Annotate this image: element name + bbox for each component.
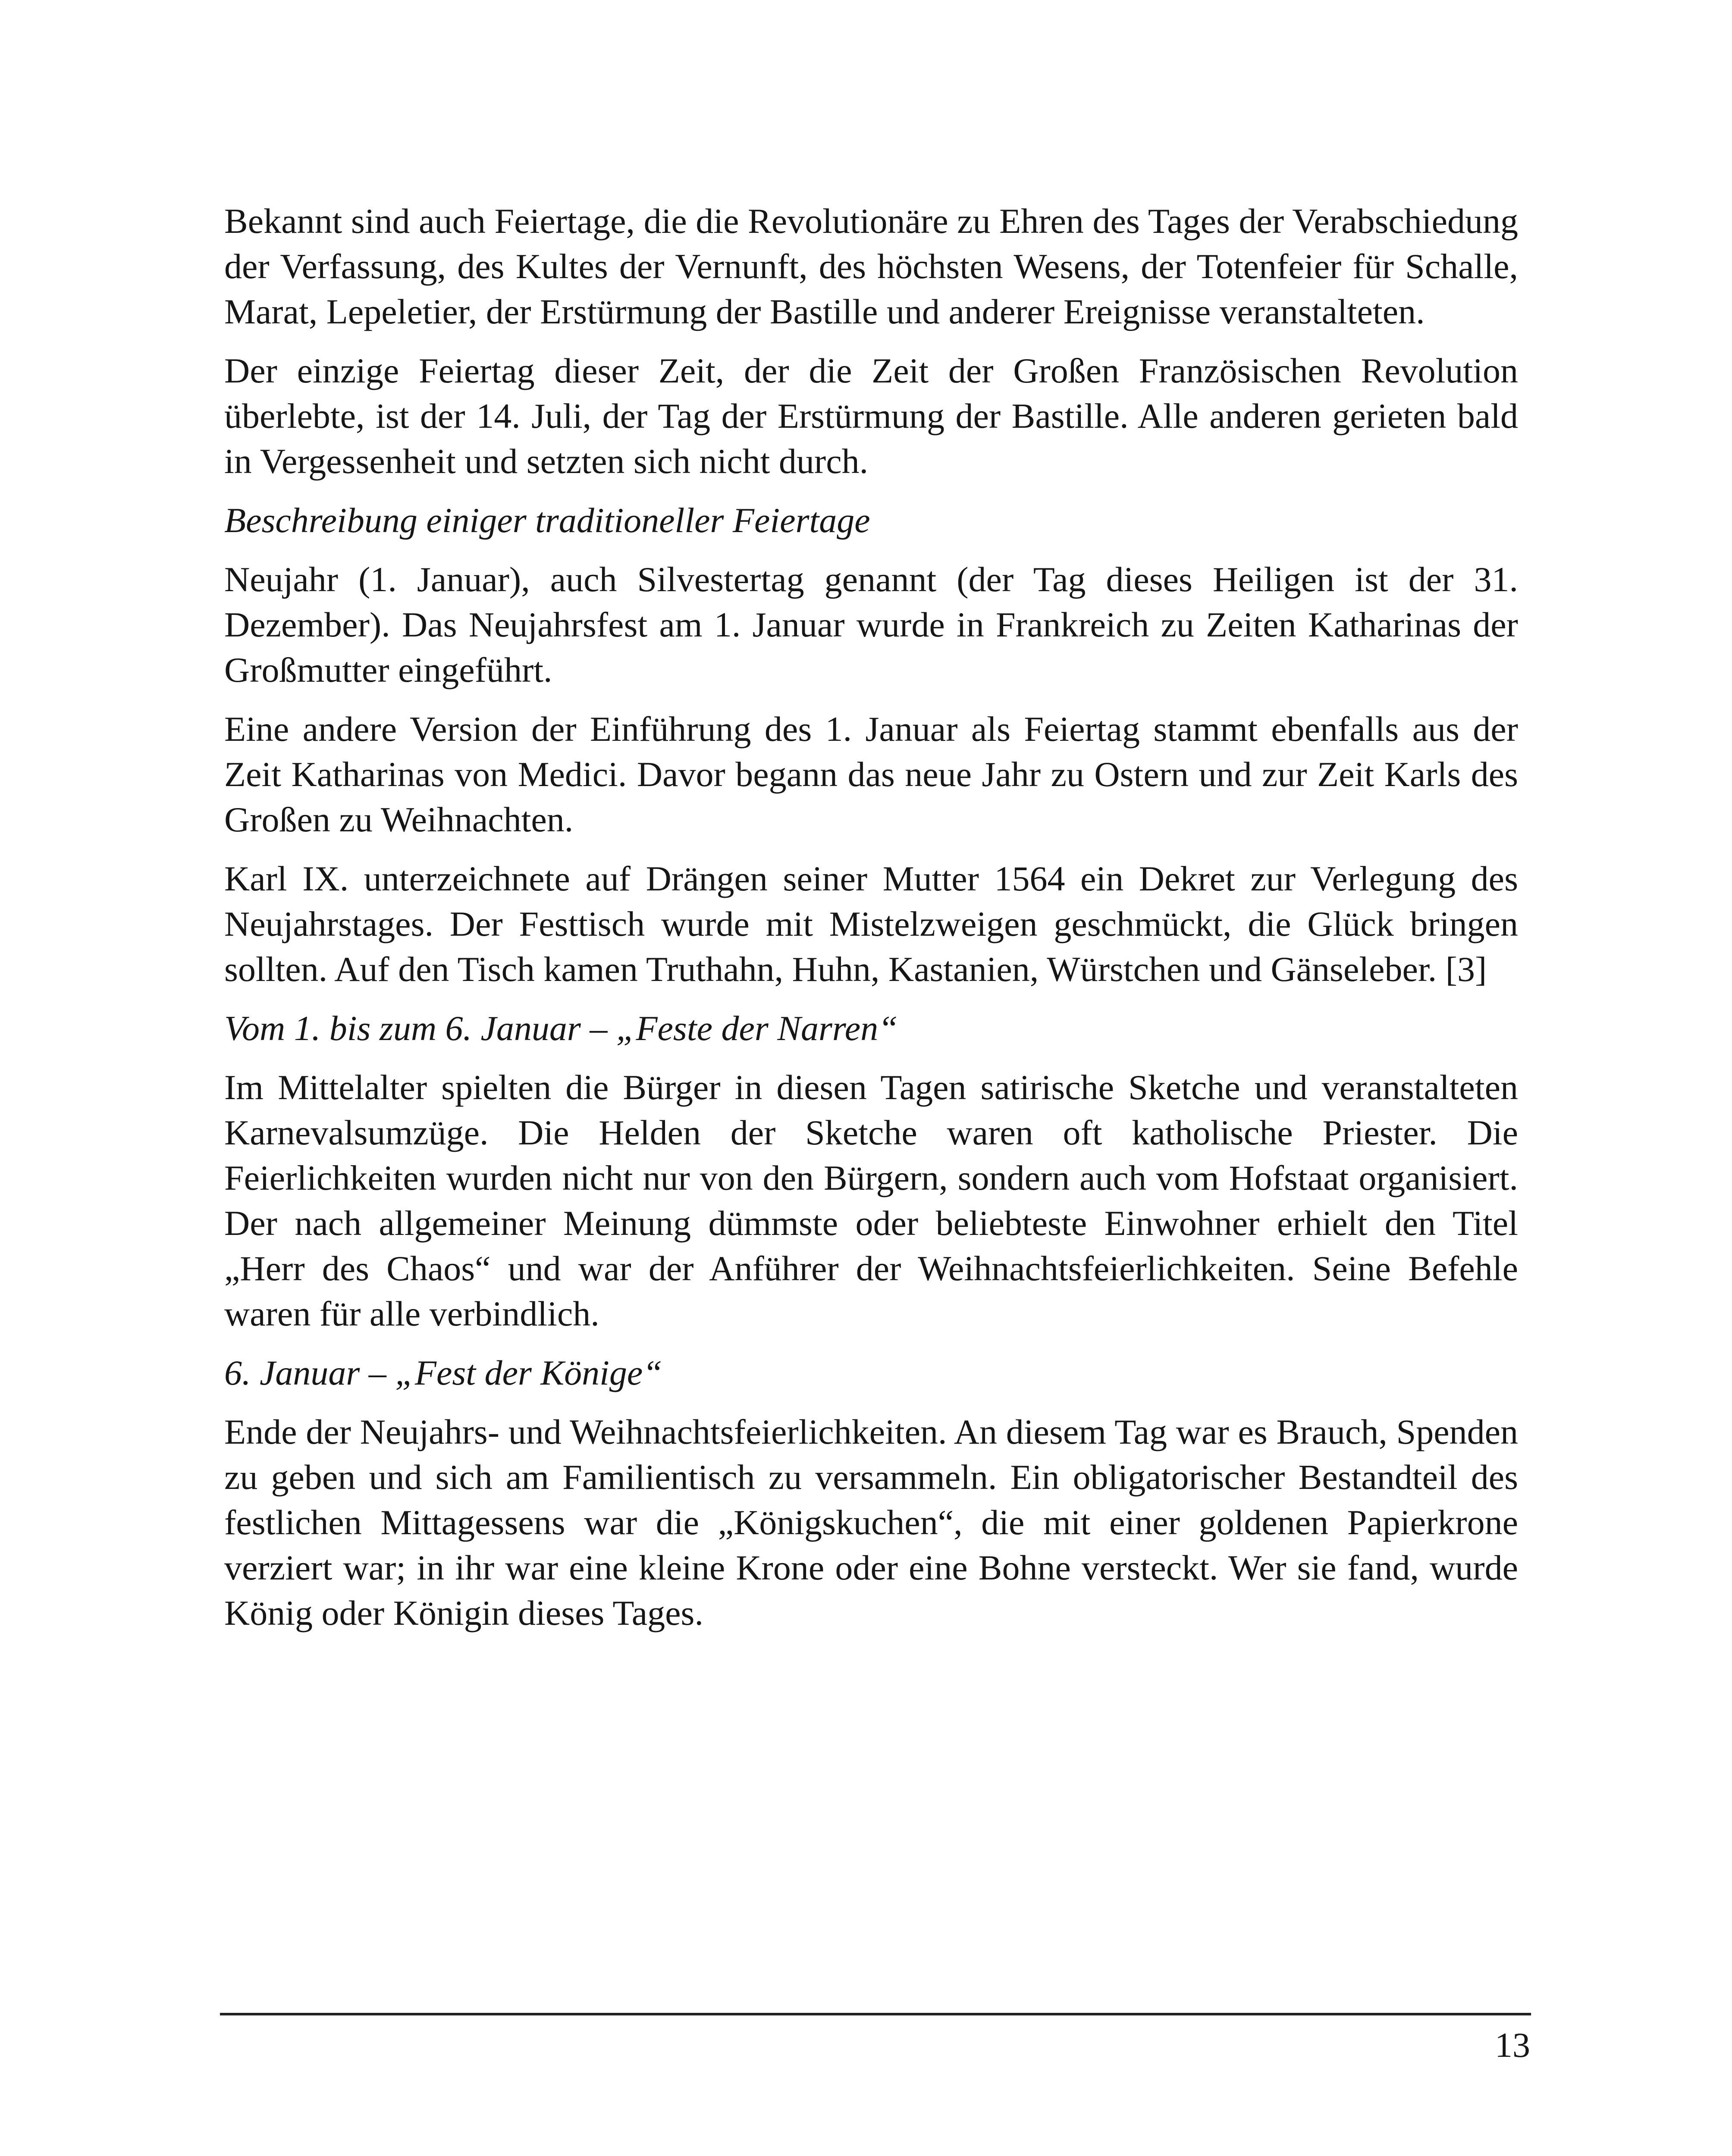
page-number: 13	[1495, 2025, 1530, 2065]
section-heading-traditional-holidays: Beschreibung einiger traditioneller Feiertage	[224, 501, 870, 540]
paragraph-new-year: Neujahr (1. Januar), auch Silvestertag genannt (der Tag dieses Heiligen ist der 31. Dezember). Das Neujahrsfest am 1. Januar wurde in Frankreich zu Zeiten Katharinas der Großmutter eingeführt.	[224, 560, 1518, 689]
paragraph-medici-version: Eine andere Version der Einführung des 1. Januar als Feiertag stammt ebenfalls aus der Zeit Katharinas von Medici. Davor begann das neue Jahr zu Ostern und zur Zeit Karls des Großen zu Weihnachten.	[224, 709, 1518, 839]
section-heading-feast-of-kings: 6. Januar – „Fest der Könige“	[224, 1353, 662, 1392]
paragraph-revolutionary-holidays: Bekannt sind auch Feiertage, die die Revolutionäre zu Ehren des Tages der Verabschiedung der Verfassung, des Kultes der Vernunft, des höchsten Wesens, der Totenfeier für Schalle, Marat, Lepeletier, der Erstürmung der Bastille und anderer Ereignisse veranstalteten.	[224, 201, 1518, 331]
paragraph-kings-cake: Ende der Neujahrs- und Weihnachtsfeierlichkeiten. An diesem Tag war es Brauch, Spenden zu geben und sich am Familientisch zu versammeln. Ein obligatorischer Bestandteil des festlichen Mittagessens war die „Königskuchen“, die mit einer goldenen Papierkrone verziert war; in ihr war eine kleine Krone oder eine Bohne versteckt. Wer sie fand, wurde König oder Königin dieses Tages.	[224, 1412, 1518, 1633]
paragraph-middle-ages: Im Mittelalter spielten die Bürger in diesen Tagen satirische Sketche und veranstalteten Karnevalsumzüge. Die Helden der Sketche waren oft katholische Priester. Die Feierlichkeiten wurden nicht nur von den Bürgern, sondern auch vom Hofstaat organisiert. Der nach allgemeiner Meinung dümmste oder beliebteste Einwohner erhielt den Titel „Herr des Chaos“ und war der Anführer der Weihnachtsfeierlichkeiten. Seine Befehle waren für alle verbindlich.	[224, 1068, 1518, 1333]
paragraph-bastille-day: Der einzige Feiertag dieser Zeit, der die Zeit der Großen Französischen Revolution überlebte, ist der 14. Juli, der Tag der Erstürmung der Bastille. Alle anderen gerieten bald in Vergessenheit und setzten sich nicht durch.	[224, 351, 1518, 481]
section-heading-feast-of-fools: Vom 1. bis zum 6. Januar – „Feste der Narren“	[224, 1009, 898, 1048]
page-body	[224, 198, 1518, 1649]
paragraph-karl-ix-decree: Karl IX. unterzeichnete auf Drängen seiner Mutter 1564 ein Dekret zur Verlegung des Neujahrstages. Der Festtisch wurde mit Mistelzweigen geschmückt, die Glück bringen sollten. Auf den Tisch kamen Truthahn, Huhn, Kastanien, Würstchen und Gänseleber. [3]	[224, 859, 1518, 989]
footer-divider	[220, 2013, 1531, 2015]
